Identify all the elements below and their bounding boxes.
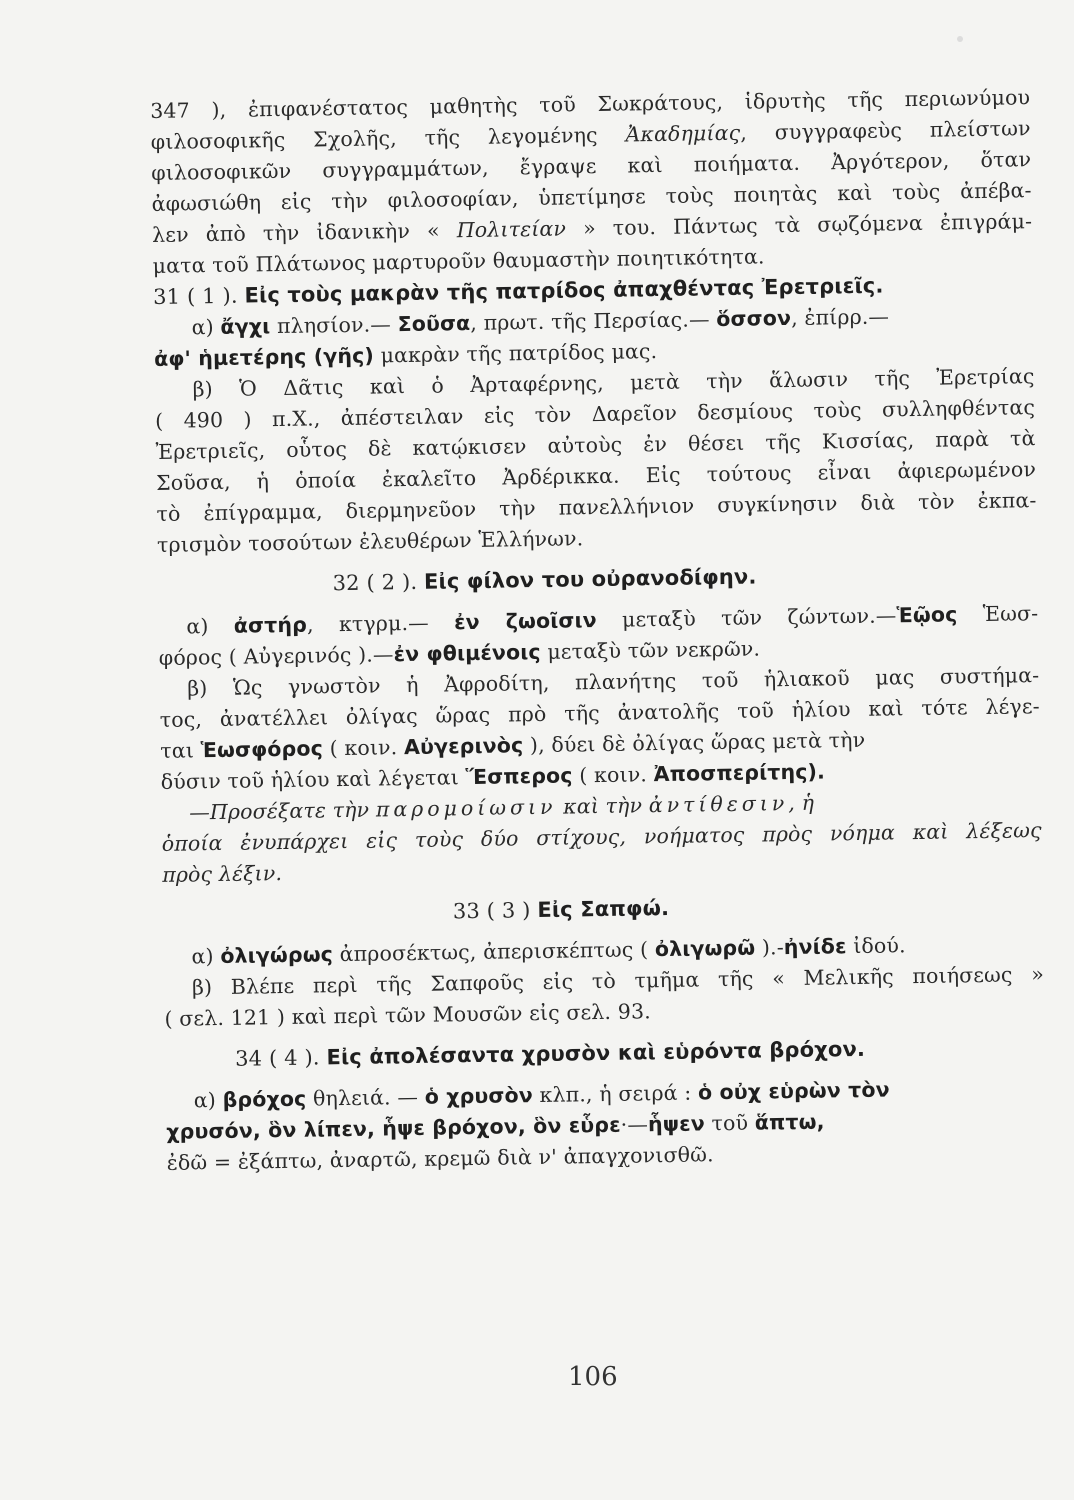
entry-34-heading: 34 ( 4 ). Εἰς ἀπολέσαντα χρυσὸν καὶ εὑρόντα βρόχον.: [234, 1036, 866, 1071]
text-line: ματα τοῦ Πλάτωνος μαρτυροῦν θαυμαστὴν ποιητικότητα.: [152, 244, 765, 278]
entry-33-heading: 33 ( 3 ) Εἰς Σαπφώ.: [452, 895, 670, 924]
text-line: ται Ἑωσφόρος ( κοιν. Αὐγερινὸς ), δύει δὲ ὀλίγας ὥρας μετὰ τὴν: [160, 727, 866, 763]
text-line: Ἐρετριεῖς, οὗτος δὲ κατῴκισεν αὐτοὺς ἐν θέσει τῆς Κισσίας, παρὰ τὰ: [155, 426, 1036, 464]
entry-33-note-a: α) ὀλιγώρως ἀπροσέκτως, ἀπερισκέπτως ( ὀλιγωρῶ ).-ἠνίδε ἰδού.: [191, 933, 906, 969]
text-line: λεν ἀπὸ τὴν ἰδανικὴν « Πολιτείαν » του. Πάντως τὰ σῳζόμενα ἐπιγράμ-: [151, 209, 1033, 247]
entry-31-note-a: α) ἄγχι πλησίον.— Σοῦσα, πρωτ. τῆς Περσίας.— ὅσσον, ἐπίρρ.—: [191, 304, 890, 340]
text-line: φιλοσοφικῆς Σχολῆς, τῆς λεγομένης Ἀκαδημίας, συγγραφεὺς πλείστων: [150, 116, 1031, 154]
text-line: χρυσόν, ὃν λίπεν, ἧψε βρόχον, ὃν εὗρε·—ἧψεν τοῦ ἅπτω,: [166, 1109, 825, 1144]
entry-32-note-b: β) Ὡς γνωστὸν ἡ Ἀφροδίτη, πλανήτης τοῦ ἡλιακοῦ μας συστήμα-: [187, 663, 1040, 701]
entry-31-note-b: β) Ὁ Δᾶτις καὶ ὁ Ἀρταφέρνης, μετὰ τὴν ἅλωσιν τῆς Ἐρετρίας: [192, 364, 1035, 402]
text-line: ἀφωσιώθη εἰς τὴν φιλοσοφίαν, ὑπετίμησε τοὺς ποιητὰς καὶ τοὺς ἀπέβα-: [151, 178, 1032, 216]
text-line: Σοῦσα, ἡ ὁποία ἐκαλεῖτο Ἀρδέρικκα. Εἰς τούτους εἶναι ἀφιερωμένον: [155, 457, 1037, 495]
entry-31-heading: 31 ( 1 ). Εἰς τοὺς μακρὰν τῆς πατρίδος ἀπαχθέντας Ἐρετριεῖς.: [152, 273, 884, 309]
text-line: πρὸς λέξιν.: [162, 861, 283, 887]
page-number: 106: [568, 1362, 618, 1392]
entry-32-note-a-cont: φόρος ( Αὐγερινός ).—ἐν φθιμένοις μεταξὺ τῶν νεκρῶν.: [158, 636, 761, 670]
entry-32-note-c: —Προσέξατε τὴν παρομοίωσιν καὶ τὴν ἀντίθεσιν, ἡ: [189, 790, 815, 825]
entry-32-heading: 32 ( 2 ). Εἰς φίλον του οὐρανοδίφην.: [332, 564, 757, 596]
text-line: τὸ ἐπίγραμμα, διερμηνεῦον τὴν πανελλήνιον συγκίνησιν διὰ τὸν ἐκπα-: [156, 488, 1037, 526]
text-line: ἐδῶ = ἐξάπτω, ἀναρτῶ, κρεμῶ διὰ ν' ἀπαγχονισθῶ.: [166, 1142, 714, 1175]
text-line: φιλοσοφικῶν συγγραμμάτων, ἔγραψε καὶ ποιήματα. Ἀργότερον, ὅταν: [151, 147, 1032, 185]
text-line: 347 ), ἐπιφανέστατος μαθητὴς τοῦ Σωκράτους, ἱδρυτὴς τῆς περιωνύμου: [150, 85, 1031, 123]
entry-34-note-a: α) βρόχος θηλειά. — ὁ χρυσὸν κλπ., ἡ σειρά : ὁ οὐχ εὑρὼν τὸν: [193, 1077, 890, 1113]
entry-31-note-a-cont: ἀφ' ἡμετέρης (γῆς) μακρὰν τῆς πατρίδος μας.: [153, 339, 658, 371]
text-line: δύσιν τοῦ ἡλίου καὶ λέγεται Ἕσπερος ( κοιν. Ἀποσπερίτης).: [160, 759, 826, 794]
text-line: ( σελ. 121 ) καὶ περὶ τῶν Μουσῶν εἰς σελ. 93.: [164, 999, 652, 1031]
paper-speck: [957, 36, 963, 42]
text-line: ( 490 ) π.Χ., ἀπέστειλαν εἰς τὸν Δαρεῖον δεσμίους τοὺς συλληφθέντας: [154, 395, 1036, 433]
text-line: ὁποία ἐνυπάρχει εἰς τοὺς δύο στίχους, νοήματος πρὸς νόημα καὶ λέξεως: [161, 818, 1042, 856]
entry-33-note-b: β) Βλέπε περὶ τῆς Σαπφοῦς εἰς τὸ τμῆμα τῆς « Μελικῆς ποιήσεως »: [191, 962, 1045, 1000]
page-text: [150, 82, 1047, 1179]
text-line: τος, ἀνατέλλει ὀλίγας ὥρας πρὸ τῆς ἀνατολῆς τοῦ ἡλίου καὶ τότε λέγε-: [159, 694, 1040, 732]
text-line: τρισμὸν τοσούτων ἐλευθέρων Ἑλλήνων.: [156, 526, 584, 557]
entry-32-note-a: α) ἀστήρ, κτγρμ.— ἐν ζωοῖσιν μεταξὺ τῶν ζώντων.—Ἑῷος Ἑωσ-: [186, 601, 1039, 639]
